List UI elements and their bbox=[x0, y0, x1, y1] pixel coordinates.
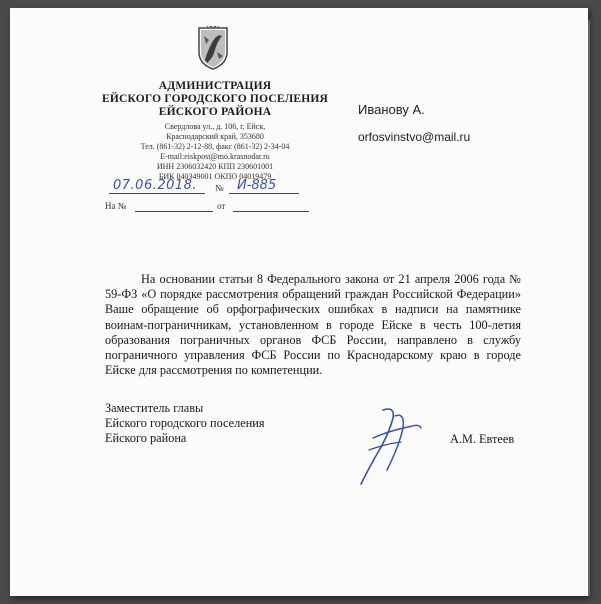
letterhead-inn: ИНН 2306032420 КПП 230601001 bbox=[156, 162, 274, 171]
letterhead-phones: Тел. (861-32) 2-12-88, факс (861-32) 2-34-04 bbox=[140, 142, 290, 151]
reference-label: На № bbox=[105, 201, 127, 211]
registration-date: 07.06.2018. bbox=[113, 178, 198, 193]
date-underline bbox=[109, 193, 205, 194]
registration-line bbox=[105, 178, 315, 196]
signer-position-line-2: Ейского городского поселения bbox=[105, 416, 265, 431]
letterhead-address-1: Свердлова ул., д. 106, г. Ейск, bbox=[164, 122, 266, 131]
signer-position-line-3: Ейского района bbox=[105, 431, 187, 446]
letterhead-org-line-1: АДМИНИСТРАЦИЯ bbox=[158, 80, 272, 92]
signer-name: А.М. Евтеев bbox=[450, 432, 515, 446]
registration-number: И-885 bbox=[237, 178, 277, 193]
coat-of-arms-icon bbox=[195, 26, 231, 70]
recipient-name: Иванову А. bbox=[358, 102, 425, 117]
signer-position-line-1: Заместитель главы bbox=[105, 401, 204, 415]
letterhead-address-2: Краснодарский край, 353680 bbox=[166, 132, 264, 141]
letterhead-bik: БИК 040349001 ОКПО 04019479 bbox=[158, 172, 272, 181]
reference-date-underline bbox=[233, 211, 309, 212]
signer-position bbox=[105, 401, 265, 447]
number-underline bbox=[229, 193, 299, 194]
letter-page bbox=[10, 8, 588, 596]
reference-from-label: от bbox=[217, 201, 226, 211]
letterhead-org-line-2: ЕЙСКОГО ГОРОДСКОГО ПОСЕЛЕНИЯ bbox=[101, 93, 329, 105]
registration-number-sign: № bbox=[215, 183, 224, 193]
letterhead bbox=[70, 80, 360, 182]
reference-number-underline bbox=[135, 211, 213, 212]
letterhead-email: E-mail:eiskpost@mo.krasnodar.ru bbox=[160, 152, 270, 161]
recipient-email: orfosvinstvo@mail.ru bbox=[358, 130, 471, 144]
letter-body: На основании статьи 8 Федерального закона от 21 апреля 2006 года № 59-ФЗ «О порядке рассмотрения обращений граждан Российской Федерации» Ваше обращение об орфографических ошибках в надписи на памятнике воинам-пограничникам, установленном в городе Ейске в честь 100-летия образования пограничных органов ФСБ России, направлено в службу пограничного управления ФСБ России по Краснодарскому краю в городе Ейске для рассмотрения по компетенции. bbox=[105, 272, 521, 378]
letterhead-org-line-3: ЕЙСКОГО РАЙОНА bbox=[158, 106, 272, 118]
reference-line bbox=[105, 201, 315, 215]
handwritten-signature bbox=[355, 404, 425, 488]
